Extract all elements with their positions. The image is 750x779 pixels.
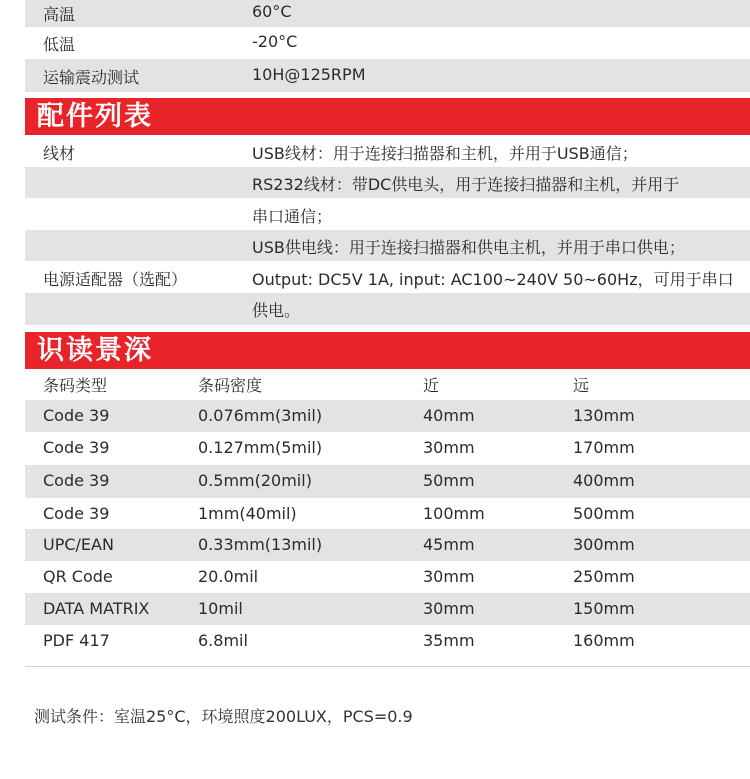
table-cell: 400mm xyxy=(573,471,635,490)
table-cell: 40mm xyxy=(423,406,475,425)
depth-table-row xyxy=(25,465,750,498)
section-title: 识读景深 xyxy=(37,335,153,366)
accessory-label: 电源适配器（选配） xyxy=(43,270,188,289)
column-header: 条码类型 xyxy=(43,376,108,395)
depth-table-header xyxy=(25,369,750,400)
table-cell: 1mm(40mil) xyxy=(198,504,297,523)
table-cell: 170mm xyxy=(573,438,635,457)
table-cell: DATA MATRIX xyxy=(43,599,150,618)
accessory-row xyxy=(25,135,750,167)
depth-table-row xyxy=(25,498,750,529)
column-header: 远 xyxy=(573,376,590,395)
table-cell: 100mm xyxy=(423,504,485,523)
table-cell: 130mm xyxy=(573,406,635,425)
table-cell: 50mm xyxy=(423,471,475,490)
spec-label: 低温 xyxy=(43,35,76,54)
table-cell: Code 39 xyxy=(43,471,110,490)
table-cell: 150mm xyxy=(573,599,635,618)
spec-value: 10H@125RPM xyxy=(252,65,366,84)
depth-table-row xyxy=(25,561,750,593)
accessory-label: 线材 xyxy=(43,144,76,163)
table-cell: 35mm xyxy=(423,631,475,650)
table-cell: 30mm xyxy=(423,567,475,586)
table-cell: 0.33mm(13mil) xyxy=(198,535,323,554)
depth-table-row xyxy=(25,593,750,625)
depth-table-row xyxy=(25,529,750,561)
accessory-row xyxy=(25,230,750,261)
section-header-depth xyxy=(25,332,750,369)
table-cell: 20.0mil xyxy=(198,567,259,586)
footer-note: 测试条件：室温25°C，环境照度200LUX，PCS=0.9 xyxy=(34,707,413,726)
table-cell: 160mm xyxy=(573,631,635,650)
accessory-row-continued xyxy=(25,293,750,325)
spec-label: 高温 xyxy=(43,5,76,24)
table-cell: 250mm xyxy=(573,567,635,586)
depth-table-row xyxy=(25,400,750,432)
column-header: 条码密度 xyxy=(198,376,263,395)
accessory-desc: Output: DC5V 1A, input: AC100~240V 50~60Hz，可用于串口 xyxy=(252,270,734,289)
table-cell: PDF 417 xyxy=(43,631,110,650)
table-cell: UPC/EAN xyxy=(43,535,114,554)
accessory-row xyxy=(25,261,750,293)
table-cell: 0.127mm(5mil) xyxy=(198,438,323,457)
accessory-desc: 供电。 xyxy=(252,301,301,320)
table-cell: Code 39 xyxy=(43,406,110,425)
accessory-desc: USB线材：用于连接扫描器和主机，并用于USB通信； xyxy=(252,144,638,163)
depth-table xyxy=(0,369,750,656)
table-cell: 300mm xyxy=(573,535,635,554)
spec-label: 运输震动测试 xyxy=(43,68,140,87)
spec-value: 60°C xyxy=(252,2,292,21)
spec-value: -20°C xyxy=(252,32,298,51)
table-cell: 30mm xyxy=(423,599,475,618)
table-cell: 10mil xyxy=(198,599,243,618)
table-cell: Code 39 xyxy=(43,504,110,523)
section-title: 配件列表 xyxy=(37,101,153,132)
spec-row-high-temp xyxy=(25,0,750,27)
table-bottom-divider xyxy=(25,666,750,667)
spec-row-vibration xyxy=(25,59,750,92)
table-cell: 0.5mm(20mil) xyxy=(198,471,312,490)
column-header: 近 xyxy=(423,376,440,395)
section-header-accessories xyxy=(25,98,750,135)
table-cell: 45mm xyxy=(423,535,475,554)
table-cell: 500mm xyxy=(573,504,635,523)
table-cell: 0.076mm(3mil) xyxy=(198,406,323,425)
depth-table-row xyxy=(25,432,750,465)
table-cell: QR Code xyxy=(43,567,113,586)
table-cell: 6.8mil xyxy=(198,631,248,650)
depth-table-row xyxy=(25,625,750,656)
accessory-row xyxy=(25,167,750,198)
table-cell: 30mm xyxy=(423,438,475,457)
accessory-row-continued xyxy=(25,198,750,230)
accessory-desc: USB供电线：用于连接扫描器和供电主机，并用于串口供电； xyxy=(252,238,685,257)
table-cell: Code 39 xyxy=(43,438,110,457)
accessory-desc: 串口通信； xyxy=(252,207,333,226)
spec-row-low-temp xyxy=(25,27,750,59)
accessory-desc: RS232线材：带DC供电头，用于连接扫描器和主机，并用于 xyxy=(252,175,680,194)
